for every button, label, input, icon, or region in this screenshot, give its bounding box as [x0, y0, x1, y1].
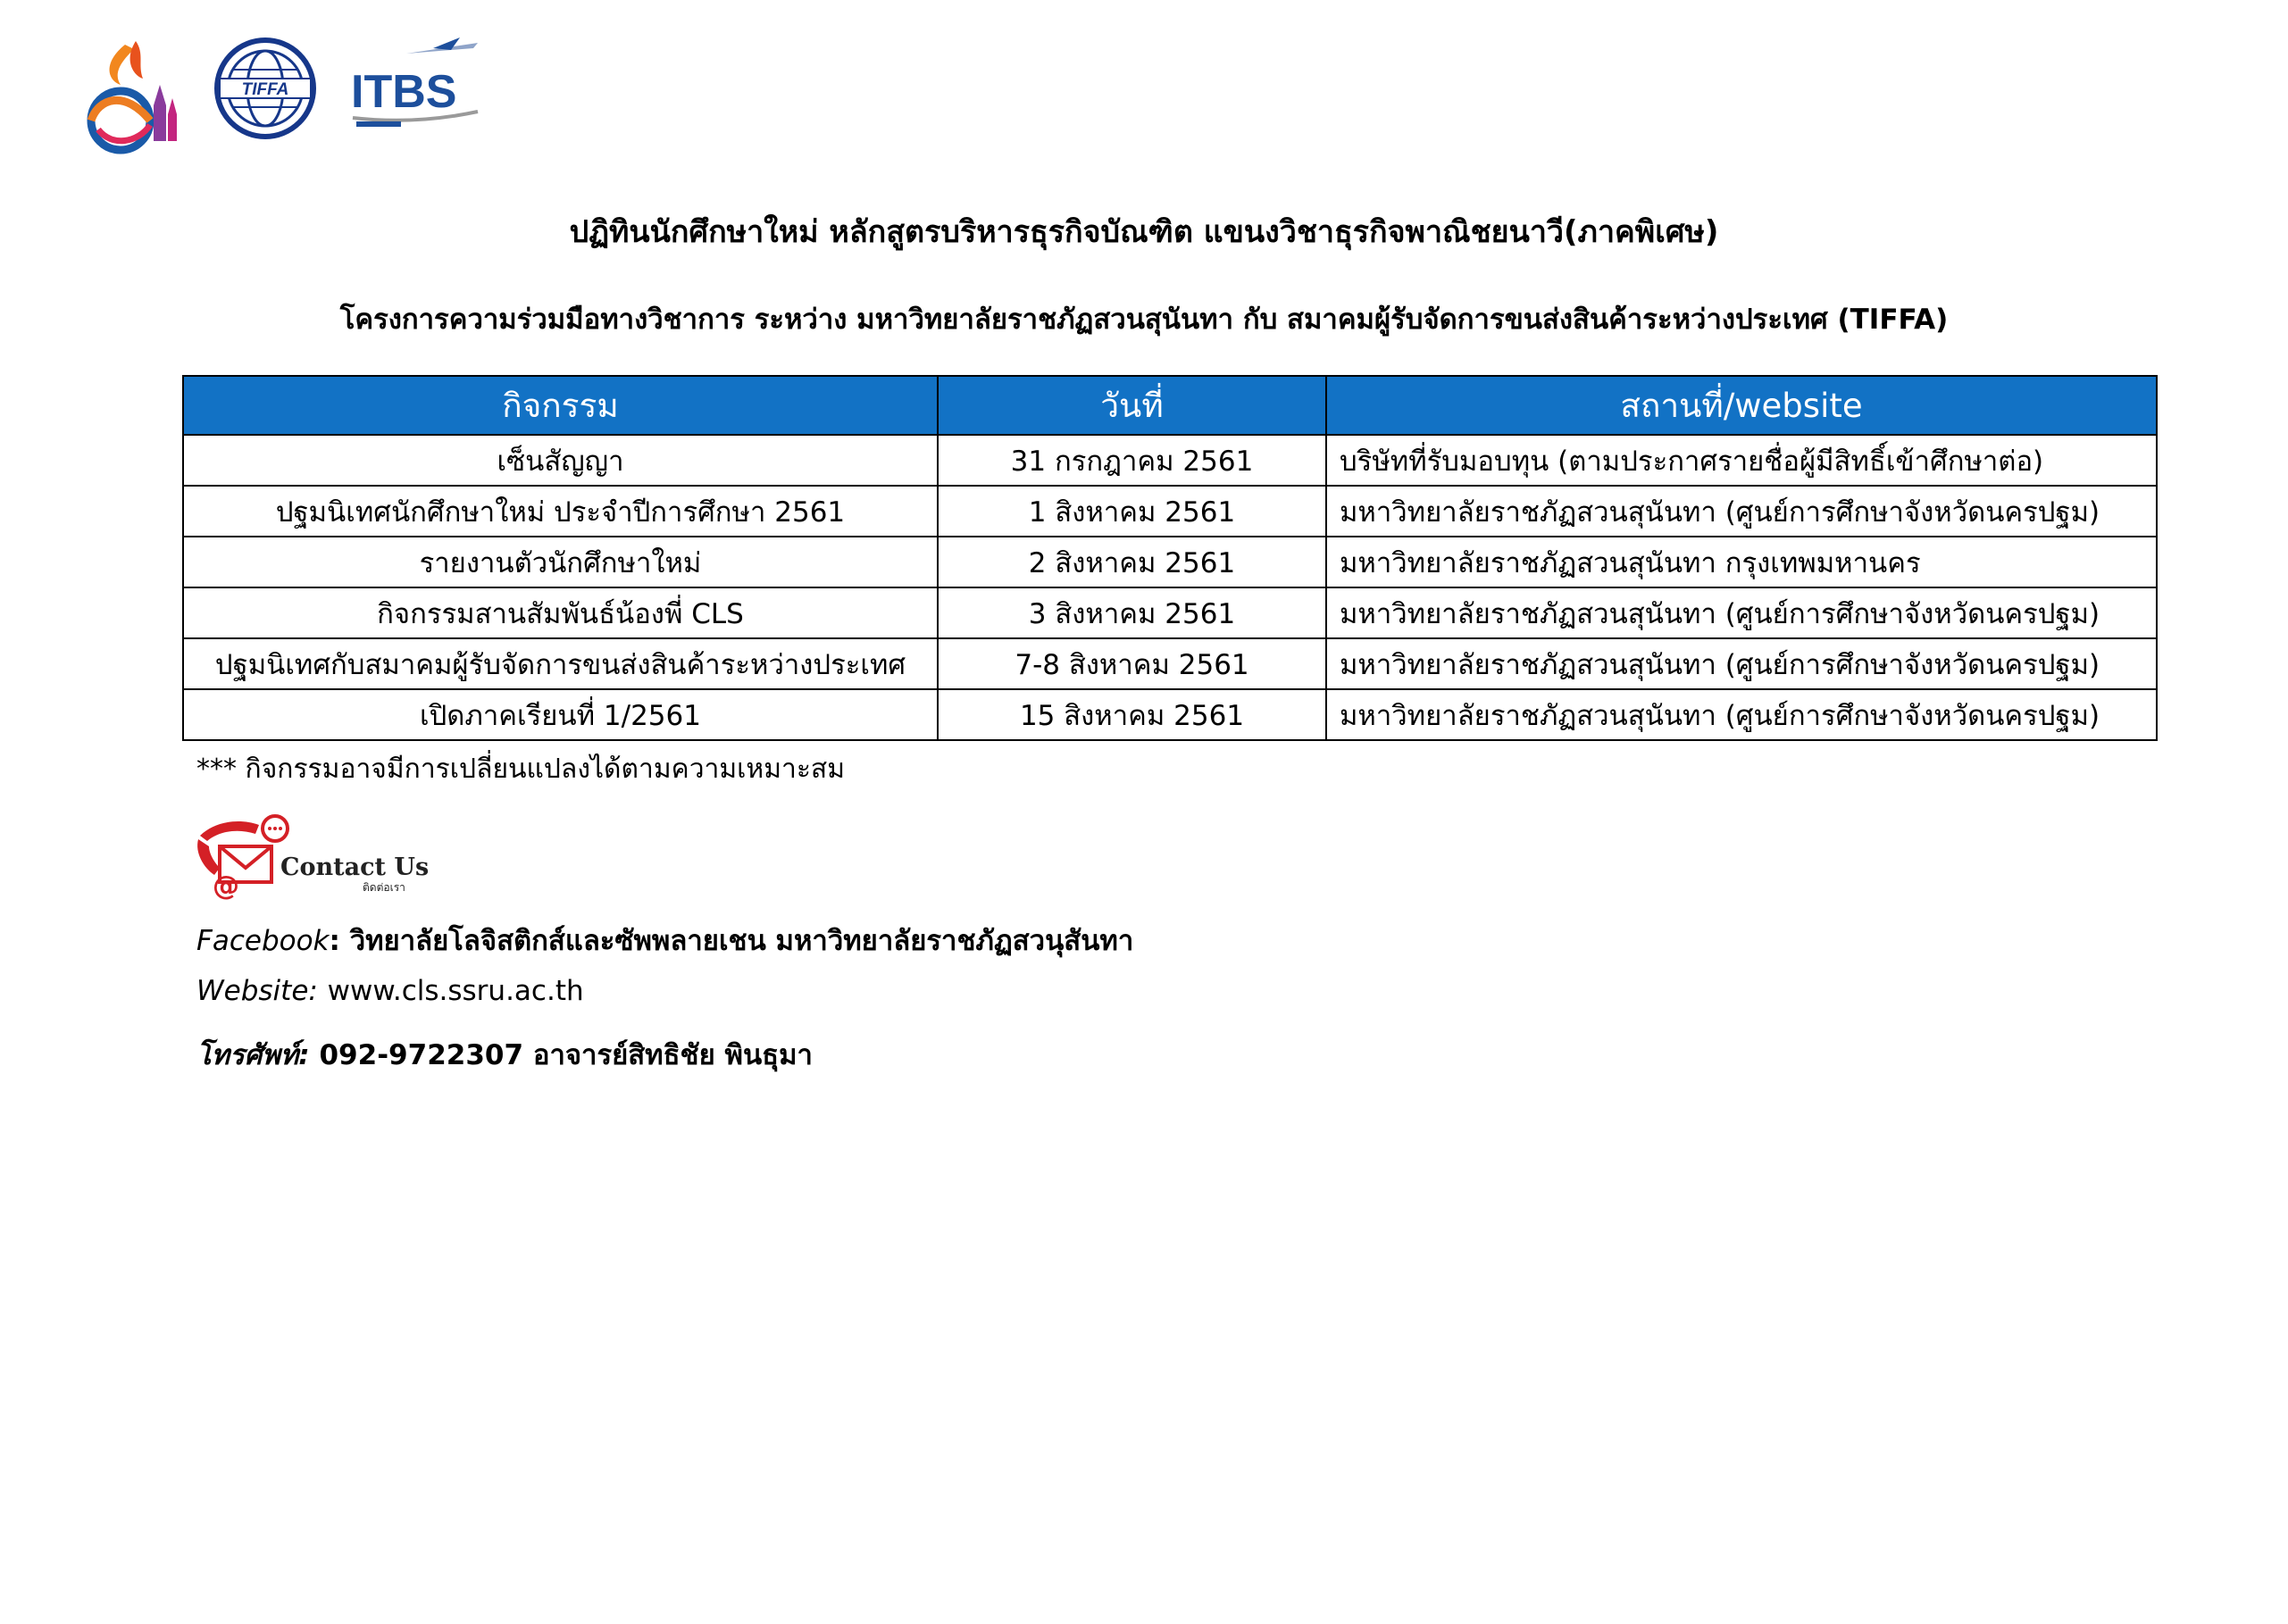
website-label: Website: [196, 975, 318, 1007]
svg-text:ติดต่อเรา: ติดต่อเรา [363, 881, 405, 894]
itbs-logo [344, 36, 487, 143]
cell-date: 3 สิงหาคม 2561 [938, 587, 1326, 638]
website-info [196, 975, 584, 1007]
table-header-row [183, 376, 2157, 435]
phone-icon [197, 839, 220, 875]
cell-place: มหาวิทยาลัยราชภัฏสวนสุนันทา (ศูนย์การศึกษาจังหวัดนครปฐม) [1326, 638, 2157, 689]
table-row [183, 486, 2157, 537]
cell-date: 7-8 สิงหาคม 2561 [938, 638, 1326, 689]
phone-label: โทรศัพท์: [196, 1039, 310, 1071]
page-subtitle: โครงการความร่วมมือทางวิชาการ ระหว่าง มหาวิทยาลัยราชภัฏสวนสุนันทา กับ สมาคมผู้รับจัดการขนส่งสินค้าระหว่างประเทศ (TIFFA) [339, 304, 1949, 336]
contact-us-logo [188, 812, 438, 902]
facebook-label: Facebook [196, 925, 330, 957]
cell-date: 1 สิงหาคม 2561 [938, 486, 1326, 537]
phone-info [196, 1032, 813, 1077]
facebook-info [196, 918, 1133, 962]
table-row [183, 537, 2157, 587]
table-row [183, 435, 2157, 486]
facebook-value: : วิทยาลัยโลจิสติกส์และซัพพลายเชน มหาวิทยาลัยราชภัฏสวนุสันทา [329, 925, 1134, 957]
tiffa-logo [213, 36, 318, 141]
cell-place: มหาวิทยาลัยราชภัฏสวนสุนันทา (ศูนย์การศึกษาจังหวัดนครปฐม) [1326, 486, 2157, 537]
ssru-flame-logo [71, 36, 183, 161]
cell-date: 15 สิงหาคม 2561 [938, 689, 1326, 740]
cell-activity: กิจกรรมสานสัมพันธ์น้องพี่ CLS [183, 587, 938, 638]
table-row [183, 587, 2157, 638]
cell-date: 31 กรกฎาคม 2561 [938, 435, 1326, 486]
cell-activity: ปฐมนิเทศกับสมาคมผู้รับจัดการขนส่งสินค้าระหว่างประเทศ [183, 638, 938, 689]
at-icon: @ [213, 870, 239, 902]
svg-text:ITBS: ITBS [351, 66, 457, 118]
table-row [183, 638, 2157, 689]
cell-date: 2 สิงหาคม 2561 [938, 537, 1326, 587]
svg-text:Contact Us: Contact Us [280, 854, 430, 881]
cell-place: มหาวิทยาลัยราชภัฏสวนสุนันทา (ศูนย์การศึกษาจังหวัดนครปฐม) [1326, 689, 2157, 740]
schedule-note: *** กิจกรรมอาจมีการเปลี่ยนแปลงได้ตามความเหมาะสม [196, 754, 846, 785]
svg-text:TIFFA: TIFFA [241, 80, 289, 99]
website-value: www.cls.ssru.ac.th [327, 975, 584, 1007]
cell-activity: ปฐมนิเทศนักศึกษาใหม่ ประจำปีการศึกษา 2561 [183, 486, 938, 537]
phone-value: 092-9722307 อาจารย์สิทธิชัย พินธุมา [319, 1039, 813, 1071]
cell-activity: รายงานตัวนักศึกษาใหม่ [183, 537, 938, 587]
cell-place: มหาวิทยาลัยราชภัฏสวนสุนันทา กรุงเทพมหานคร [1326, 537, 2157, 587]
cell-place: บริษัทที่รับมอบทุน (ตามประกาศรายชื่อผู้มีสิทธิ์เข้าศึกษาต่อ) [1326, 435, 2157, 486]
table-row [183, 689, 2157, 740]
cell-activity: เปิดภาคเรียนที่ 1/2561 [183, 689, 938, 740]
schedule-table [182, 375, 2158, 741]
header-place: สถานที่/website [1326, 376, 2157, 435]
cell-activity: เซ็นสัญญา [183, 435, 938, 486]
page-title: ปฏิทินนักศึกษาใหม่ หลักสูตรบริหารธุรกิจบัณฑิต แขนงวิชาธุรกิจพาณิชยนาวี(ภาคพิเศษ) [569, 214, 1719, 250]
header-date: วันที่ [938, 376, 1326, 435]
header-activity: กิจกรรม [183, 376, 938, 435]
cell-place: มหาวิทยาลัยราชภัฏสวนสุนันทา (ศูนย์การศึกษาจังหวัดนครปฐม) [1326, 587, 2157, 638]
